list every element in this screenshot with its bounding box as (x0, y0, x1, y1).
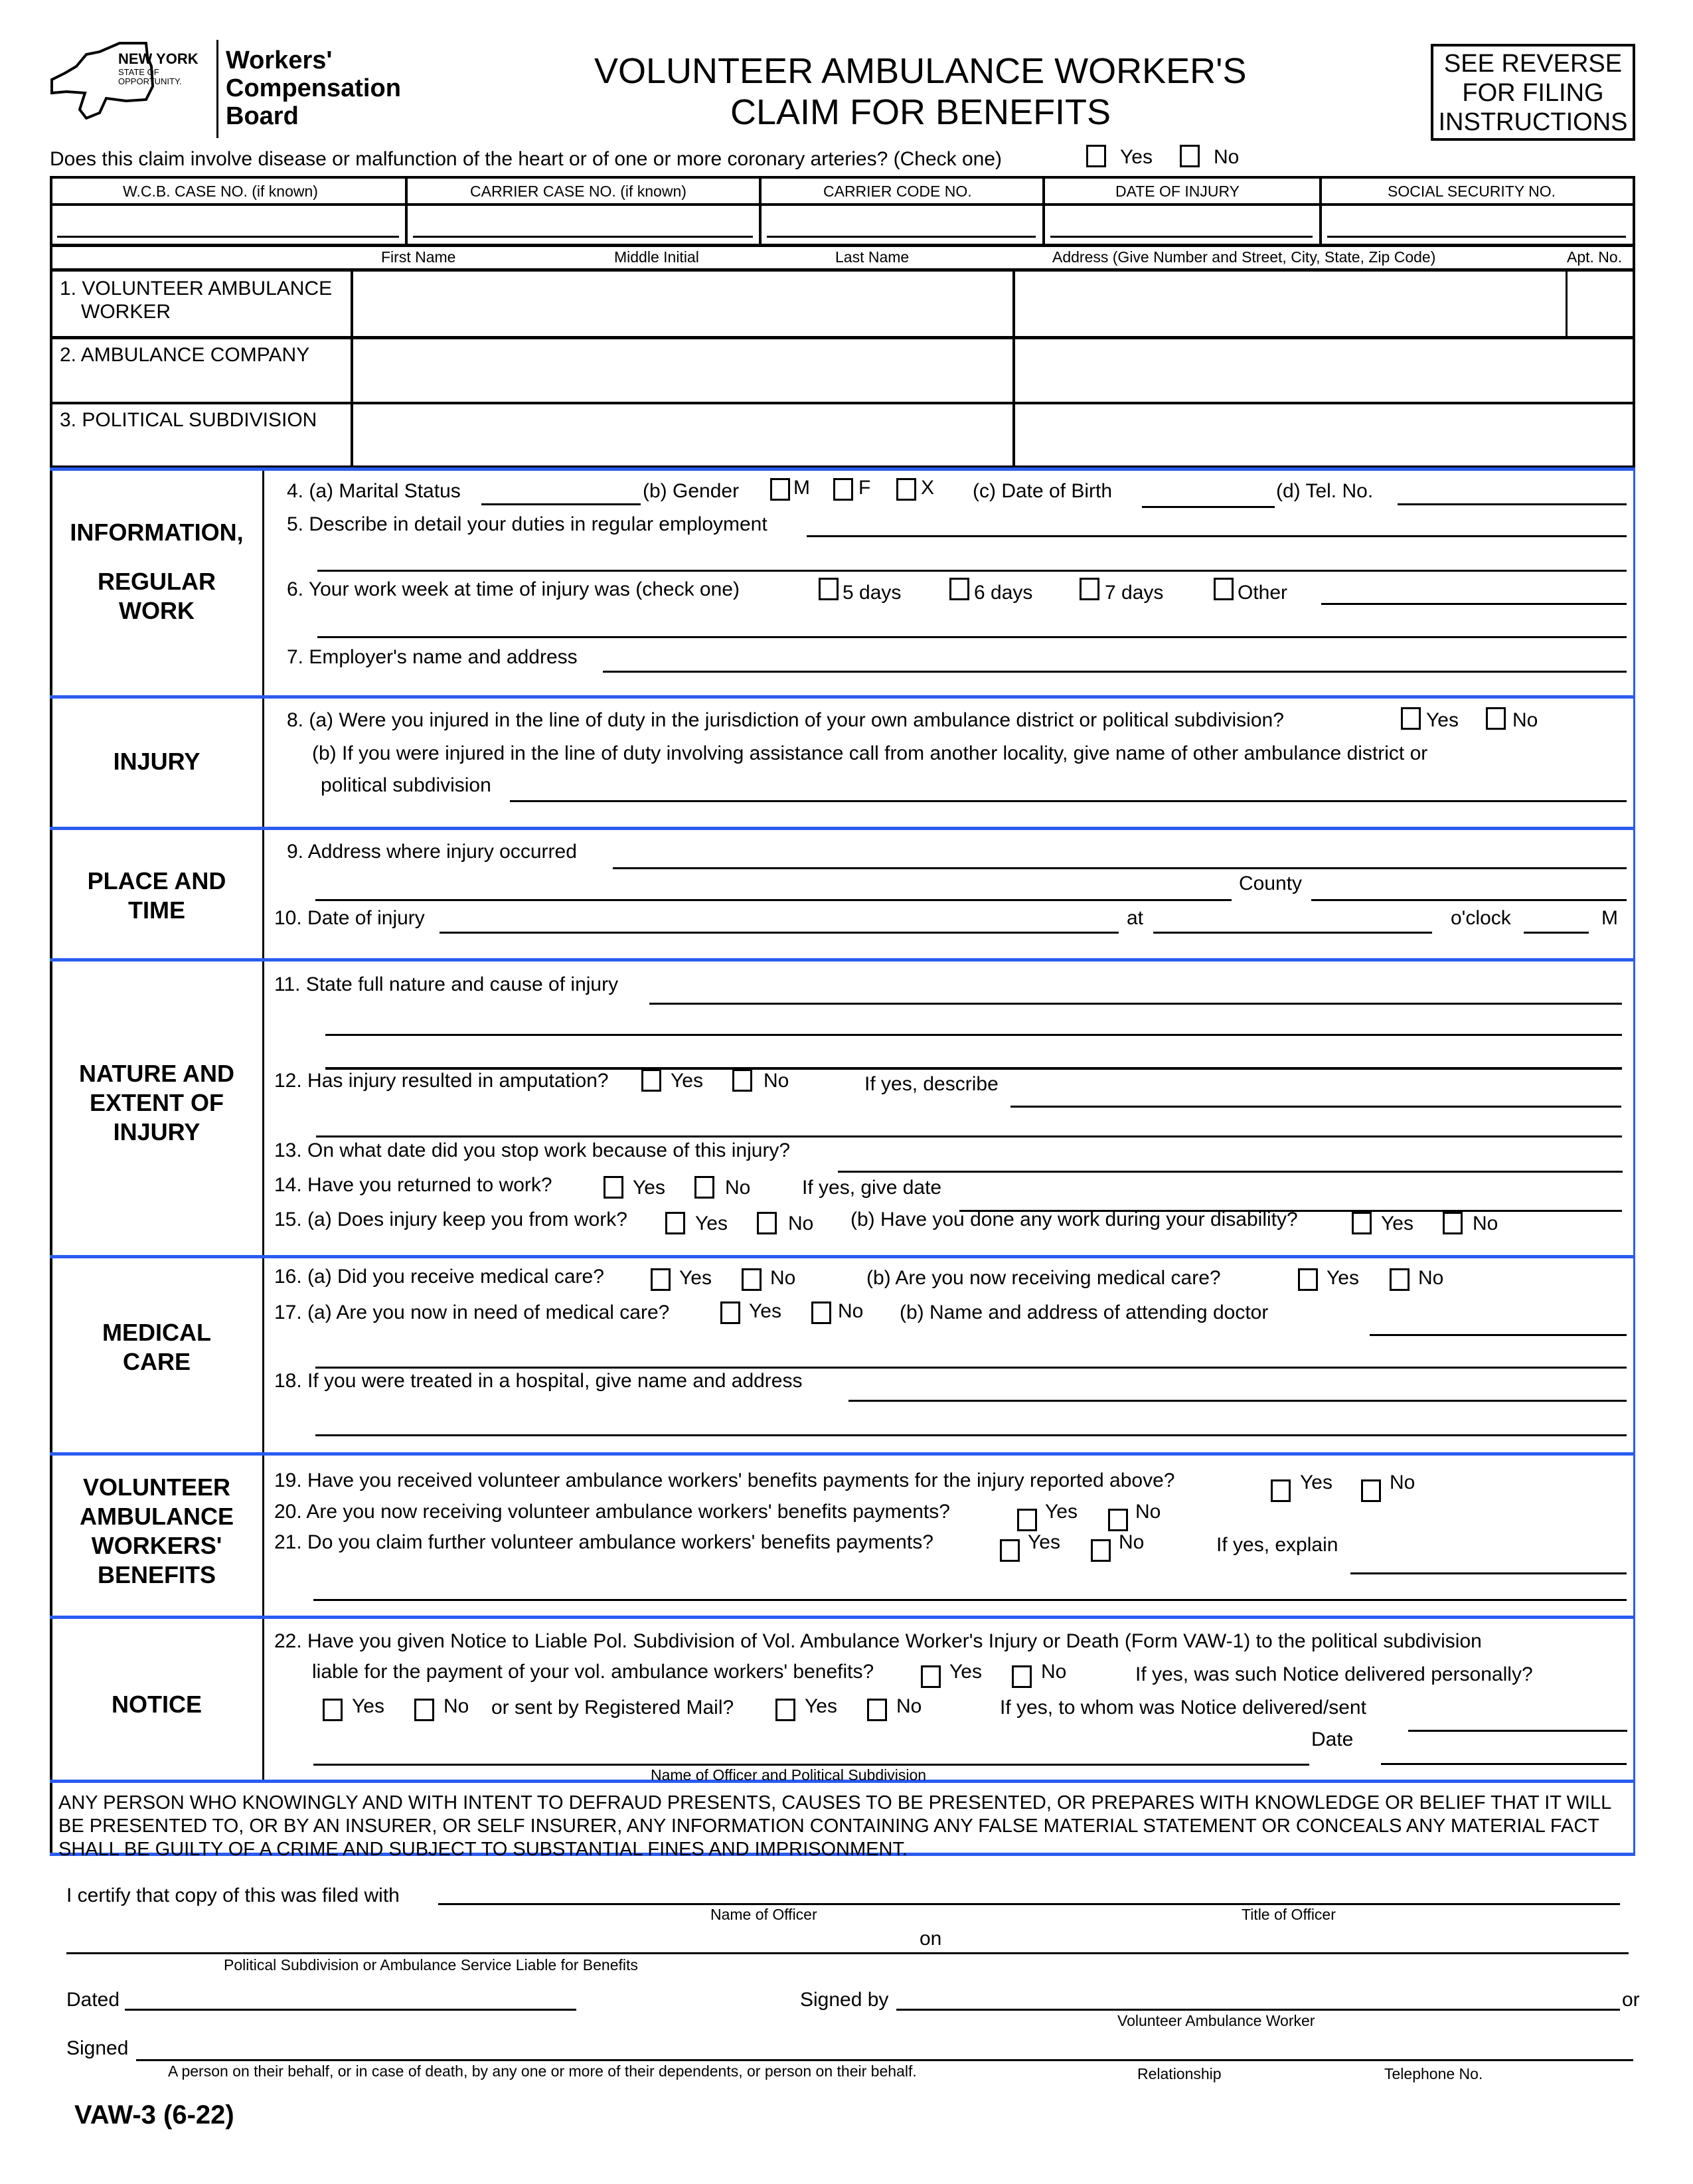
logo-tagline-1: STATE OF (118, 67, 159, 77)
underline (1327, 236, 1626, 238)
underline (66, 1952, 949, 1954)
section-divider (50, 1616, 1635, 1619)
certify-label: I certify that copy of this was filed with (66, 1885, 400, 1906)
q15b-no-checkbox[interactable] (1443, 1212, 1463, 1234)
label-line: VOLUNTEER (82, 1473, 230, 1501)
carrier-code-input[interactable] (767, 211, 1038, 236)
section-divider (50, 467, 1635, 471)
underline (1381, 1763, 1627, 1765)
underline (510, 800, 1627, 802)
page-title-line-1: VOLUNTEER AMBULANCE WORKER'S (594, 51, 1247, 91)
fraud-line-1: ANY PERSON WHO KNOWINGLY AND WITH INTENT TO DEFRAUD PRESENTS, CAUSES TO BE PRESENTED, OR PREPARES WITH KNOWLEDGE OR BELIEF THAT IT WILL (58, 1792, 1612, 1813)
amputation-input[interactable] (1010, 1070, 1624, 1096)
q8a-yes-checkbox[interactable] (1401, 707, 1421, 730)
employer-input[interactable] (603, 644, 1629, 669)
q4b-label: (b) Gender (643, 480, 740, 502)
q8a-no-checkbox[interactable] (1486, 707, 1506, 730)
underline (317, 570, 1627, 572)
worker-name-input[interactable] (359, 276, 1008, 333)
explain-input[interactable] (1350, 1534, 1629, 1559)
col-carrier-case: CARRIER CASE NO. (if known) (470, 183, 686, 200)
gender-x-label: X (921, 477, 935, 499)
q12-no-checkbox[interactable] (732, 1069, 752, 1092)
underline (1350, 1572, 1627, 1574)
registered-yes-label: Yes (805, 1695, 837, 1717)
filed-date-input[interactable] (948, 1929, 1631, 1954)
col-date-injury: DATE OF INJURY (1115, 183, 1240, 200)
hdr-last-name: Last Name (835, 248, 910, 266)
county-input[interactable] (1311, 873, 1629, 898)
worker-apt-input[interactable] (1572, 276, 1631, 333)
q8a-label: 8. (a) Were you injured in the line of duty in the jurisdiction of your own ambulance district or political subdivision? (287, 709, 1284, 731)
injury-address-input[interactable] (613, 840, 1629, 865)
underline (948, 1952, 1629, 1954)
q21-no-checkbox[interactable] (1091, 1539, 1111, 1562)
section-label-info (52, 518, 262, 626)
q20-yes-checkbox[interactable] (1017, 1509, 1037, 1531)
heart-yes-label: Yes (1120, 146, 1153, 168)
underline (896, 2009, 1620, 2011)
party-worker-label-2: WORKER (81, 301, 171, 323)
company-address-input[interactable] (1020, 342, 1631, 400)
week-5days-label: 5 days (843, 582, 902, 604)
q15b-label: (b) Have you done any work during your disability? (850, 1209, 1298, 1230)
q8a-yes-label: Yes (1426, 709, 1459, 731)
gender-f-checkbox[interactable] (833, 478, 853, 501)
week-other-label: Other (1238, 582, 1288, 604)
id-header-divider (50, 203, 1635, 206)
wcb-case-input[interactable] (57, 211, 402, 236)
underline (313, 1764, 1309, 1766)
q15b-no-label: No (1473, 1213, 1498, 1234)
heart-question: Does this claim involve disease or malfunction of the heart or of one or more coronary arteries? (Check one) (50, 148, 1003, 170)
gender-x-checkbox[interactable] (896, 478, 916, 501)
party-subdivision-label: 3. POLITICAL SUBDIVISION (60, 409, 317, 431)
section-label-notice (52, 1690, 262, 1719)
fraud-line-3: SHALL BE GUILTY OF A CRIME AND SUBJECT TO SUBSTANTIAL FINES AND IMPRISONMENT. (58, 1839, 908, 1860)
underline (1321, 603, 1627, 605)
q21-label: 21. Do you claim further volunteer ambulance workers' benefits payments? (274, 1531, 933, 1553)
notice-date-input[interactable] (1381, 1730, 1629, 1755)
on-label: on (920, 1928, 942, 1950)
q16b-label: (b) Are you now receiving medical care? (866, 1267, 1221, 1289)
duties-input-2[interactable] (317, 545, 1629, 570)
liable-caption: Political Subdivision or Ambulance Service Liable for Benefits (224, 1956, 638, 1974)
label-line: NATURE AND (79, 1060, 234, 1087)
label-line: REGULAR (98, 568, 216, 595)
q16a-yes-checkbox[interactable] (651, 1268, 671, 1291)
logo-org-3: Board (226, 102, 299, 130)
underline (317, 636, 1627, 638)
stop-work-date-input[interactable] (838, 1141, 1625, 1166)
label-line: WORK (119, 597, 195, 624)
return-date-input[interactable] (959, 1175, 1625, 1201)
registered-no-checkbox[interactable] (867, 1699, 887, 1721)
underline (1311, 899, 1627, 901)
underline (315, 1367, 1627, 1369)
am-pm-input[interactable] (1524, 906, 1591, 932)
q8a-no-label: No (1512, 709, 1538, 731)
underline (440, 932, 1119, 934)
injury-cause-input[interactable] (649, 973, 1625, 998)
week-6days-checkbox[interactable] (949, 578, 969, 600)
underline (57, 236, 399, 238)
q19-no-checkbox[interactable] (1361, 1479, 1381, 1502)
label-line: INJURY (113, 748, 201, 775)
label-line: TIME (128, 896, 185, 924)
week-7days-label: 7 days (1105, 582, 1164, 604)
to-whom-input[interactable] (1408, 1697, 1630, 1722)
ssn-input[interactable] (1327, 211, 1629, 236)
section-label-place (52, 867, 262, 925)
underline (603, 671, 1627, 673)
q15a-label: 15. (a) Does injury keep you from work? (274, 1209, 627, 1230)
logo-tagline-2: OPPORTUNITY. (118, 76, 182, 86)
q17a-no-checkbox[interactable] (811, 1302, 831, 1324)
section-label-benefits (52, 1473, 262, 1590)
underline (413, 236, 753, 238)
q8b-label: (b) If you were injured in the line of duty involving assistance call from another locality, give name of other ambulance district or (312, 742, 1428, 764)
q20-no-checkbox[interactable] (1108, 1509, 1128, 1531)
q22-no-checkbox[interactable] (1012, 1665, 1032, 1688)
logo-state: NEW YORK (118, 50, 199, 67)
q15a-yes-checkbox[interactable] (665, 1212, 685, 1234)
section-divider (50, 958, 1635, 962)
q17a-yes-label: Yes (749, 1300, 781, 1322)
registered-label: or sent by Registered Mail? (491, 1697, 734, 1719)
relationship-caption: Relationship (1137, 2065, 1222, 2082)
underline (1398, 503, 1627, 505)
q19-no-label: No (1390, 1471, 1415, 1493)
or-label: or (1622, 1989, 1640, 2011)
injury-time-input[interactable] (1153, 906, 1435, 932)
registered-no-label: No (896, 1695, 922, 1717)
at-label: at (1127, 907, 1144, 929)
q17a-label: 17. (a) Are you now in need of medical care? (274, 1302, 670, 1323)
registered-yes-checkbox[interactable] (775, 1699, 795, 1721)
duties-input[interactable] (807, 511, 1629, 537)
see-reverse-box (1431, 44, 1635, 141)
company-name-input[interactable] (359, 342, 1008, 400)
worker-caption: Volunteer Ambulance Worker (1117, 2012, 1315, 2029)
form-id: VAW-3 (6-22) (74, 2100, 234, 2130)
underline (1153, 932, 1432, 934)
hdr-first-name: First Name (381, 248, 456, 266)
q14-yes-label: Yes (633, 1177, 665, 1199)
week-6days-label: 6 days (974, 582, 1033, 604)
section-divider (50, 695, 1635, 699)
q11-label: 11. State full nature and cause of injury (274, 973, 619, 995)
carrier-case-input[interactable] (413, 211, 756, 236)
q5-label: 5. Describe in detail your duties in regular employment (287, 513, 767, 535)
liable-party-input[interactable] (66, 1929, 952, 1954)
q15b-yes-label: Yes (1381, 1213, 1413, 1234)
q20-label: 20. Are you now receiving volunteer ambulance workers' benefits payments? (274, 1501, 950, 1523)
underline (848, 1400, 1627, 1402)
id-col-div-1 (405, 176, 408, 247)
to-whom-label: If yes, to whom was Notice delivered/sent (1000, 1697, 1366, 1719)
label-line: INJURY (113, 1118, 201, 1145)
q16b-yes-checkbox[interactable] (1298, 1268, 1318, 1291)
heart-yes-checkbox[interactable] (1086, 145, 1106, 167)
q16a-yes-label: Yes (679, 1267, 712, 1289)
q20-yes-label: Yes (1045, 1501, 1078, 1523)
label-line: INFORMATION, (70, 519, 244, 546)
subdivision-address-input[interactable] (1020, 408, 1631, 466)
q12-describe-label: If yes, describe (864, 1073, 999, 1095)
page-title-line-2: CLAIM FOR BENEFITS (730, 92, 1111, 132)
officer-caption: Name of Officer and Political Subdivision (651, 1766, 927, 1784)
col-ssn: SOCIAL SECURITY NO. (1388, 183, 1556, 200)
notice-date-label: Date (1311, 1728, 1354, 1750)
q22-yes-checkbox[interactable] (921, 1665, 941, 1688)
underline (613, 867, 1627, 869)
logo-divider (216, 40, 218, 138)
subdivision-name-input[interactable] (359, 408, 1008, 466)
heart-no-checkbox[interactable] (1180, 145, 1200, 167)
fraud-warning (58, 1792, 1632, 1861)
label-line: MEDICAL (102, 1319, 211, 1346)
q13-label: 13. On what date did you stop work because of this injury? (274, 1139, 791, 1161)
q14-label: 14. Have you returned to work? (274, 1174, 552, 1196)
hdr-middle-initial: Middle Initial (614, 248, 699, 266)
q14-yes-checkbox[interactable] (604, 1176, 623, 1199)
label-line: BENEFITS (97, 1561, 216, 1588)
logo-org-2: Compensation (226, 74, 401, 102)
underline (1050, 236, 1313, 238)
officer-subdivision-input[interactable] (313, 1736, 1312, 1762)
q12-no-label: No (764, 1070, 789, 1092)
q4a-label: 4. (a) Marital Status (287, 480, 461, 502)
signed-label: Signed (66, 2037, 129, 2059)
section-divider (50, 1452, 1635, 1456)
party-address-div (1012, 268, 1015, 468)
id-col-div-2 (759, 176, 762, 247)
gender-f-label: F (858, 477, 871, 499)
label-line: PLACE AND (87, 867, 226, 894)
q18-label: 18. If you were treated in a hospital, give name and address (274, 1370, 803, 1392)
doctor-input[interactable] (1370, 1302, 1629, 1327)
injury-address-input-2[interactable] (315, 873, 1234, 898)
col-carrier-code: CARRIER CODE NO. (823, 183, 972, 200)
q16a-no-checkbox[interactable] (742, 1268, 762, 1291)
party-label-div (351, 268, 353, 468)
q15a-no-checkbox[interactable] (757, 1212, 777, 1234)
q15a-no-label: No (788, 1213, 814, 1234)
label-line: EXTENT OF (89, 1089, 224, 1116)
underline (438, 1903, 1620, 1905)
see-reverse-line-2: FOR FILING (1462, 79, 1604, 107)
q14-date-label: If yes, give date (802, 1177, 942, 1199)
underline (807, 535, 1627, 537)
gender-m-checkbox[interactable] (770, 478, 790, 501)
see-reverse-line-1: SEE REVERSE (1443, 50, 1623, 78)
q22-label: 22. Have you given Notice to Liable Pol. Subdivision of Vol. Ambulance Worker's Injury or Death (Form VAW-1) to the political subdivision (274, 1630, 1482, 1652)
q20-no-label: No (1135, 1501, 1161, 1523)
behalf-caption: A person on their behalf, or in case of death, by any one or more of their dependents, or person on their behalf. (168, 2062, 917, 2080)
q21-explain-label: If yes, explain (1216, 1534, 1338, 1556)
q14-no-label: No (725, 1177, 751, 1199)
underline (125, 2009, 576, 2011)
label-line: AMBULANCE (80, 1503, 234, 1530)
injury-date-input[interactable] (440, 906, 1121, 932)
logo-org-1: Workers' (226, 46, 333, 74)
q19-yes-label: Yes (1300, 1471, 1332, 1493)
q12-label: 12. Has injury resulted in amputation? (274, 1070, 609, 1092)
underline (838, 1171, 1623, 1173)
underline (136, 2059, 1633, 2061)
q15a-yes-label: Yes (695, 1213, 728, 1234)
section-label-medical (52, 1318, 262, 1377)
title-of-officer-caption: Title of Officer (1242, 1906, 1336, 1923)
underline (767, 236, 1036, 238)
id-row-bottom (50, 244, 1635, 247)
date-of-injury-input[interactable] (1050, 211, 1315, 236)
q16b-no-label: No (1418, 1267, 1444, 1289)
q7-label: 7. Employer's name and address (287, 646, 578, 668)
q6-label: 6. Your work week at time of injury was (check one) (287, 578, 740, 600)
q16a-label: 16. (a) Did you receive medical care? (274, 1266, 604, 1288)
q17b-label: (b) Name and address of attending doctor (900, 1302, 1269, 1323)
oclock-label: o'clock (1451, 907, 1511, 929)
personal-no-checkbox[interactable] (414, 1699, 434, 1721)
q12-yes-label: Yes (671, 1070, 703, 1092)
q9-label: 9. Address where injury occurred (287, 841, 577, 863)
party-worker-label: 1. VOLUNTEER AMBULANCE (60, 278, 333, 299)
q16b-yes-label: Yes (1327, 1267, 1359, 1289)
underline (325, 1034, 1622, 1036)
week-5days-checkbox[interactable] (819, 578, 839, 600)
see-reverse-line-3: INSTRUCTIONS (1438, 108, 1628, 136)
week-other-checkbox[interactable] (1214, 578, 1234, 600)
underline (1524, 932, 1589, 934)
q16a-no-label: No (770, 1267, 796, 1289)
party-company-label: 2. AMBULANCE COMPANY (60, 344, 310, 366)
underline (1370, 1334, 1627, 1336)
q10-label: 10. Date of injury (274, 907, 425, 929)
county-label: County (1239, 873, 1303, 894)
q4c-label: (c) Date of Birth (973, 480, 1113, 502)
underline (481, 503, 641, 505)
hdr-address: Address (Give Number and Street, City, State, Zip Code) (1052, 248, 1436, 266)
underline (1142, 506, 1275, 508)
underline (316, 1135, 1622, 1137)
signed-by-label: Signed by (800, 1989, 889, 2011)
q21-yes-checkbox[interactable] (1000, 1539, 1020, 1562)
col-wcb-case: W.C.B. CASE NO. (if known) (123, 183, 318, 200)
q21-no-label: No (1119, 1531, 1145, 1553)
q17a-no-label: No (838, 1300, 864, 1322)
personal-no-label: No (443, 1695, 469, 1717)
gender-m-label: M (793, 477, 810, 499)
fraud-line-2: BE PRESENTED TO, OR BY AN INSURER, OR SELF INSURER, ANY INFORMATION CONTAINING ANY FALSE MATERIAL STATEMENT OR CONCEALS ANY MATERIAL FACT (58, 1815, 1600, 1837)
underline (313, 1599, 1627, 1601)
dated-label: Dated (66, 1989, 120, 2011)
q17a-yes-checkbox[interactable] (720, 1302, 740, 1324)
section-label-injury (52, 747, 262, 776)
label-line: CARE (122, 1348, 191, 1375)
q16b-no-checkbox[interactable] (1390, 1268, 1410, 1291)
section-divider (50, 827, 1635, 830)
q22-no-label: No (1041, 1661, 1067, 1683)
underline (649, 1003, 1622, 1005)
party-row-div-1 (50, 336, 1635, 339)
q14-no-checkbox[interactable] (694, 1176, 714, 1199)
q15b-yes-checkbox[interactable] (1352, 1212, 1372, 1234)
underline (315, 899, 1232, 901)
q12-yes-checkbox[interactable] (641, 1069, 661, 1092)
m-label: M (1601, 907, 1618, 929)
label-line: WORKERS' (91, 1532, 222, 1559)
telephone-input[interactable] (1398, 478, 1629, 503)
week-other-input[interactable] (1321, 578, 1629, 603)
q19-label: 19. Have you received volunteer ambulance workers' benefits payments for the injury reported above? (274, 1470, 1175, 1491)
heart-no-label: No (1214, 146, 1240, 168)
marital-status-input[interactable] (481, 478, 643, 503)
personal-yes-checkbox[interactable] (323, 1699, 343, 1721)
date-of-birth-input[interactable] (1142, 478, 1277, 503)
section-divider (50, 1255, 1635, 1258)
hdr-apt: Apt. No. (1567, 248, 1623, 266)
party-apt-div (1566, 268, 1568, 337)
q19-yes-checkbox[interactable] (1271, 1479, 1291, 1502)
q4d-label: (d) Tel. No. (1276, 480, 1374, 502)
telephone-caption: Telephone No. (1384, 2065, 1483, 2082)
other-district-input[interactable] (510, 774, 1629, 799)
label-line: NOTICE (111, 1691, 202, 1718)
q22-yes-label: Yes (949, 1661, 982, 1683)
underline (315, 1434, 1627, 1436)
underline (1010, 1106, 1621, 1108)
personally-label: If yes, was such Notice delivered personally? (1135, 1663, 1533, 1685)
section-label-divider (262, 468, 264, 1783)
week-7days-checkbox[interactable] (1080, 578, 1099, 600)
name-of-officer-caption: Name of Officer (710, 1906, 817, 1923)
party-row-div-2 (50, 402, 1635, 404)
id-col-div-3 (1042, 176, 1045, 247)
q21-yes-label: Yes (1028, 1531, 1060, 1553)
personal-yes-label: Yes (352, 1695, 384, 1717)
q8b-label-2: political subdivision (321, 774, 491, 796)
hospital-input[interactable] (848, 1369, 1629, 1394)
worker-address-input[interactable] (1020, 276, 1564, 333)
id-col-div-4 (1319, 176, 1322, 247)
q22-label-2: liable for the payment of your vol. ambulance workers' benefits? (312, 1661, 874, 1683)
section-label-nature (52, 1059, 262, 1147)
name-header-bottom (50, 268, 1635, 272)
